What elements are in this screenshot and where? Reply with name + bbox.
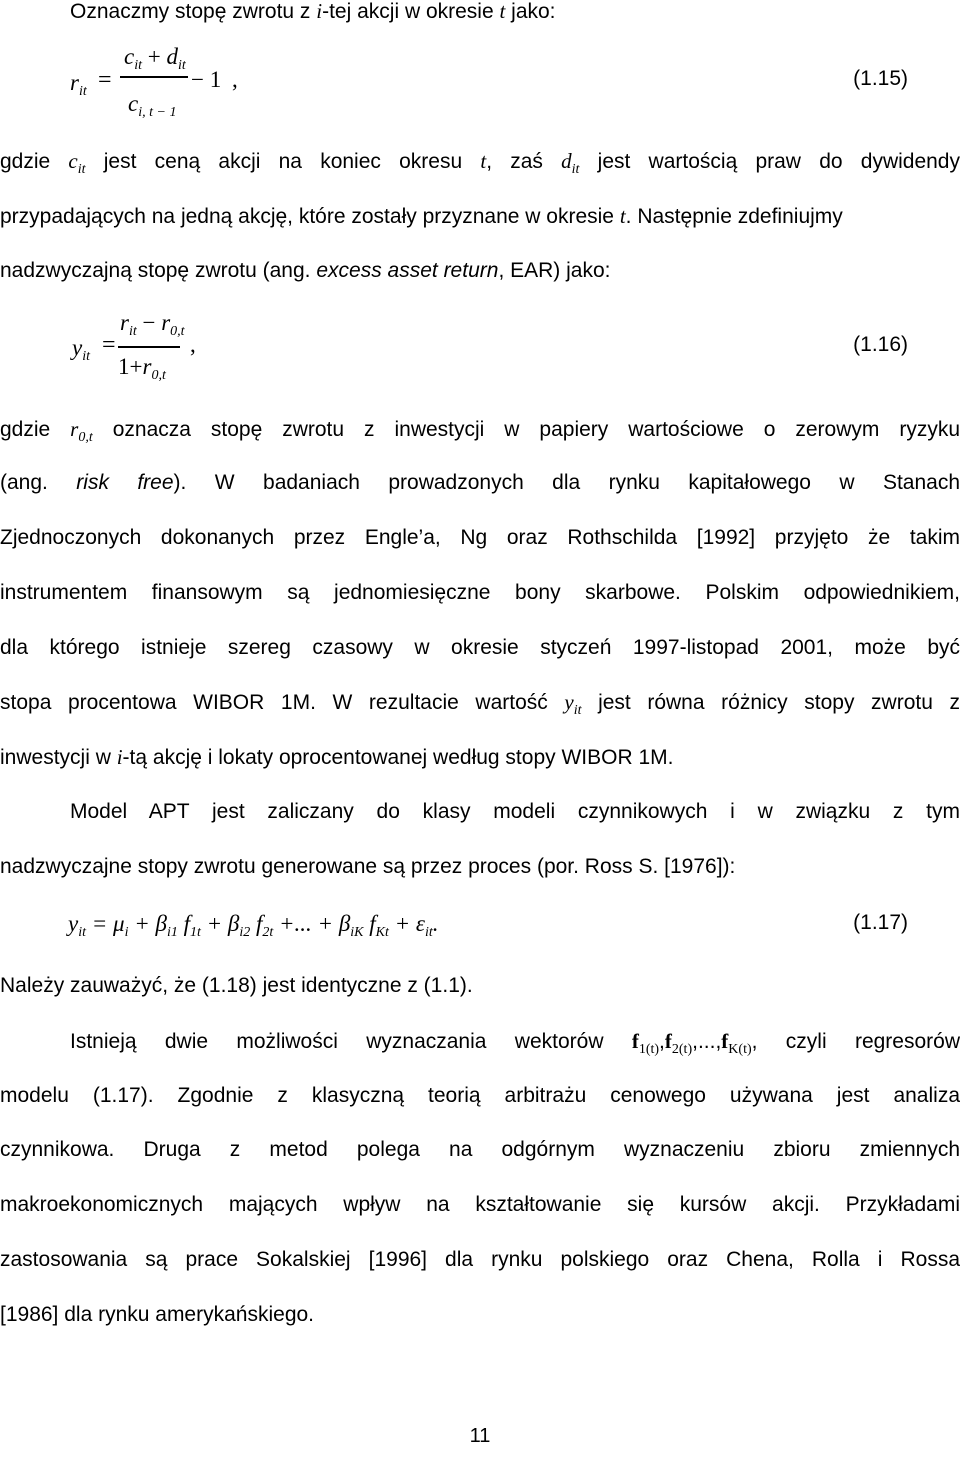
eq15-denominator: $c_{i, t - 1}$ [128, 91, 177, 120]
paragraph-line: przypadających na jedną akcję, które zostały przyznane w okresie t. Następnie zdefiniujmy [0, 204, 843, 228]
eq15-comma: , [232, 67, 238, 92]
paragraph-line: Istnieją dwie możliwości wyznaczania wektorów $f_{1(t)},f_{2(t)},...,f_{K(t)}$, czyli regresorów [70, 1029, 960, 1057]
paragraph-line: [1986] dla rynku amerykańskiego. [0, 1303, 315, 1326]
intro-text: jako: [505, 0, 556, 23]
paragraph-line: stopa procentowa WIBOR 1M. W rezultacie wartość $y_{it}$ jest równa różnicy stopy zwrotu z [0, 690, 960, 718]
page-number: 11 [469, 1425, 491, 1447]
eq15-minus-one: − 1 [191, 67, 222, 92]
eq16-denominator: $1+r_{0,t}$ [118, 354, 166, 383]
eq15-lhs: $r_{it}$ [70, 70, 87, 99]
intro-line [70, 0, 960, 25]
paragraph-line: Zjednoczonych dokonanych przez Engle’a, Ng oraz Rothschilda [1992] przyjęto że takim [0, 526, 960, 549]
equation-number: (1.16) [853, 333, 908, 356]
eq15-fraction-bar [120, 76, 188, 78]
paragraph-line: nadzwyczajne stopy zwrotu generowane są przez proces (por. Ross S. [1976]): [0, 855, 736, 878]
paragraph-line: modelu (1.17). Zgodnie z klasyczną teorią arbitrażu cenowego używana jest analiza [0, 1084, 960, 1107]
paragraph-line: Należy zauważyć, że (1.18) jest identyczne z (1.1). [0, 974, 473, 997]
eq16-lhs: $y_{it}$ [72, 335, 90, 364]
intro-text: -tej akcji w okresie [322, 0, 500, 23]
paragraph-line: zastosowania są prace Sokalskiej [1996] dla rynku polskiego oraz Chena, Rolla i Rossa [0, 1248, 960, 1271]
paragraph-line: czynnikowa. Druga z metod polega na odgórnym wyznaczeniu zbioru zmiennych [0, 1138, 960, 1161]
paragraph-line: Model APT jest zaliczany do klasy modeli czynnikowych i w związku z tym [70, 800, 960, 823]
paragraph-line: (ang. risk free). W badaniach prowadzonych dla rynku kapitałowego w Stanach [0, 471, 960, 494]
paragraph-line: inwestycji w i-tą akcję i lokaty oprocentowanej według stopy WIBOR 1M. [0, 745, 674, 769]
paragraph-line: gdzie $c_{it}$ jest ceną akcji na koniec okresu t, zaś $d_{it}$ jest wartością praw do dywidendy [0, 149, 960, 177]
intro-text: Oznaczmy stopę zwrotu z [70, 0, 317, 23]
var-t: t [499, 0, 506, 23]
equation-number: (1.15) [853, 67, 908, 90]
paragraph-line: gdzie $r_{0,t}$ oznacza stopę zwrotu z inwestycji w papiery wartościowe o zerowym ryzyku [0, 417, 960, 445]
paragraph-line: dla którego istnieje szereg czasowy w okresie styczeń 1997-listopad 2001, może być [0, 636, 960, 659]
paragraph-line: instrumentem finansowym są jednomiesięczne bony skarbowe. Polskim odpowiednikiem, [0, 581, 960, 604]
equation-number: (1.17) [853, 911, 908, 934]
eq16-comma: , [190, 332, 196, 357]
paragraph-line: makroekonomicznych mających wpływ na kształtowanie się kursów akcji. Przykładami [0, 1193, 960, 1216]
eq16-fraction-bar [118, 346, 180, 348]
var-i: i [316, 0, 323, 23]
eq15-numerator: $c_{it} + d_{it}$ [124, 44, 186, 73]
paragraph-line: nadzwyczajną stopę zwrotu (ang. excess asset return, EAR) jako: [0, 259, 611, 282]
eq15-equals: = [98, 67, 112, 93]
eq16-equals: = [102, 332, 116, 358]
eq16-numerator: $r_{it} - r_{0,t}$ [120, 310, 185, 339]
eq17-formula: $y_{it} = \mu_i + \beta_{i1}$ $f_{1t} + \beta_{i2}$ $f_{2t}$ +... + $\beta_{iK}$ $f_{Kt} + \varepsilon_{it}$. [68, 911, 439, 940]
